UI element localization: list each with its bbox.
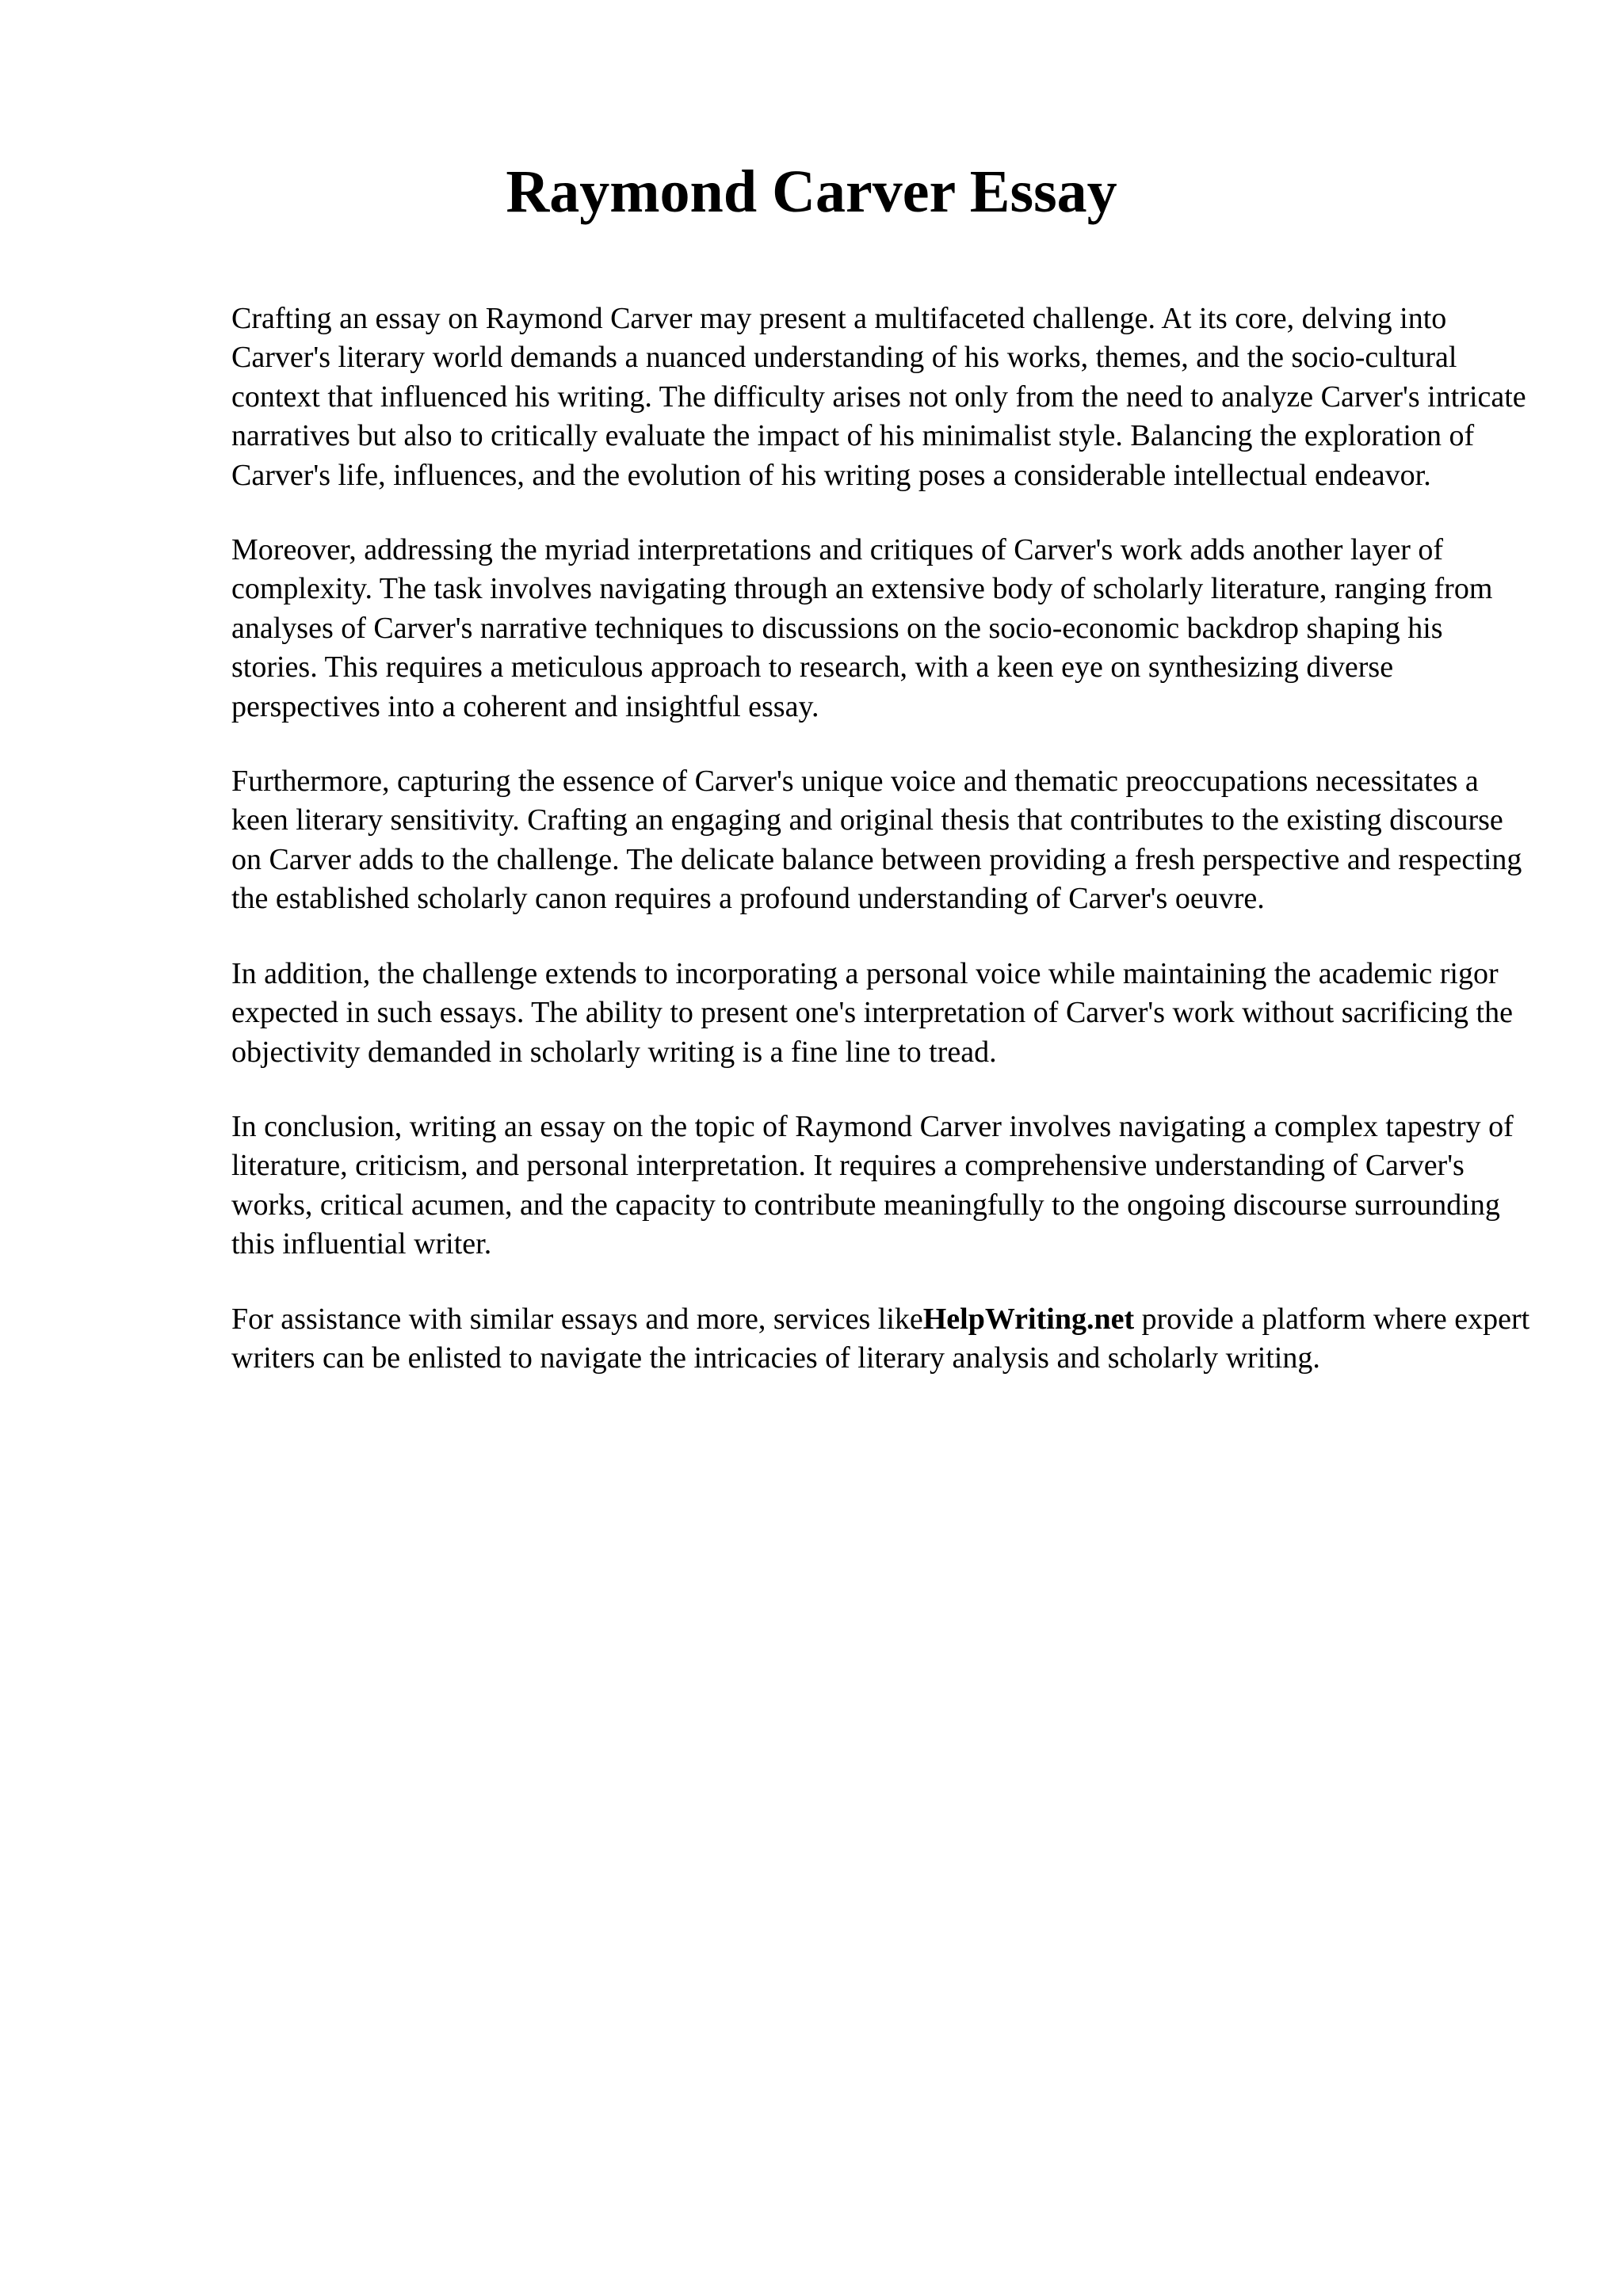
helpwriting-link[interactable]: HelpWriting.net [922,1302,1135,1336]
paragraph-5: In conclusion, writing an essay on the topic of Raymond Carver involves navigating a complex tapestry of literature, criticism, and personal interpretation. It requires a comprehensive understanding of Carver's works, critical acumen, and the capacity to contribute meaningfully to the ongoing discourse surrounding this influential writer. [231,1109,1514,1261]
closing-text-before: For assistance with similar essays and more, services like [231,1302,923,1336]
paragraph-4: In addition, the challenge extends to incorporating a personal voice while maintaining the academic rigor expected in such essays. The ability to present one's interpretation of Carver's work without sacrificing the objectivity demanded in scholarly writing is a fine line to tread. [231,956,1513,1069]
paragraph-3: Furthermore, capturing the essence of Carver's unique voice and thematic preoccupations necessitates a keen literary sensitivity. Crafting an engaging and original thesis that contributes to the existing discourse on Carver adds to the challenge. The delicate balance between providing a fresh perspective and respecting the established scholarly canon requires a profound understanding of Carver's oeuvre. [231,765,1522,916]
paragraph-1: Crafting an essay on Raymond Carver may present a multifaceted challenge. At its core, delving into Carver's literary world demands a nuanced understanding of his works, themes, and the socio-cultural context that influenced his writing. The difficulty arises not only from the need to analyze Carver's intricate narratives but also to critically evaluate the impact of his minimalist style. Balancing the exploration of Carver's life, influences, and the evolution of his writing poses a considerable intellectual endeavor. [231,302,1526,492]
paragraph-2: Moreover, addressing the myriad interpretations and critiques of Carver's work adds another layer of complexity. The task involves navigating through an extensive body of scholarly literature, ranging from analyses of Carver's narrative techniques to discussions on the socio-economic backdrop shaping his stories. This requires a meticulous approach to research, with a keen eye on synthesizing diverse perspectives into a coherent and insightful essay. [231,533,1493,723]
closing-text-after: provide a platform where expert writers can be enlisted to navigate the intricacies of literary analysis and scholarly writing. [231,1302,1530,1375]
document-body [231,299,1531,1413]
document-title: Raymond Carver Essay [506,158,1117,225]
closing-paragraph [231,1300,1531,1379]
